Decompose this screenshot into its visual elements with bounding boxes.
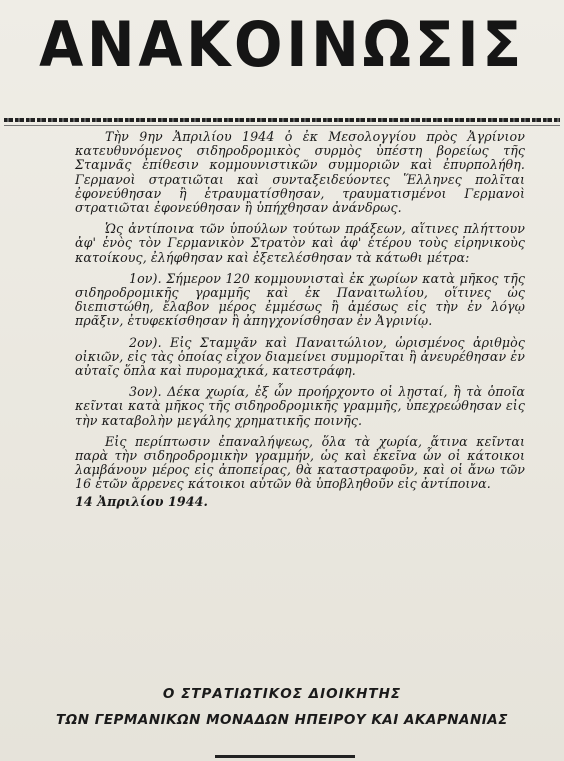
announcement-date: 14 Ἀπριλίου 1944. — [75, 493, 208, 509]
paragraph-intro: Τὴν 9ην Ἀπριλίου 1944 ὁ ἐκ Μεσολογγίου πρὸς Ἀγρίνιον κατευθυνόμενος σιδηροδρομικὸς συρμὸς ὑπέστη βορείως τῆς Σταμνᾶς ἐπίθεσιν κομμουνιστικῶν συμμοριῶν καὶ ἐπυρπολήθη. Γερμανοὶ στρατιῶται καὶ συνταξειδεύοντες Ἕλληνες πολῖται ἐφονεύθησαν ἢ ἐτραυματίσθησαν, τραυματισμένοι Γερμανοὶ στρατιῶται ἐφονεύθησαν ἢ ὑπήχθησαν ἀνάνδρως. — [75, 129, 525, 216]
title-rule-thin — [4, 125, 560, 126]
paragraph-reprisals: Ὡς ἀντίποινα τῶν ὑπούλων τούτων πράξεων, αἵτινες πλήττουν ἀφ' ἑνὸς τὸν Γερμανικὸν Στρατὸν καὶ ἀφ' ἑτέρου τοὺς εἰρηνικοὺς κατοίκους, ἐλήφθησαν καὶ ἐξετελέσθησαν τὰ κάτωθι μέτρα: — [75, 221, 525, 265]
signature-line-1: Ο ΣΤΡΑΤΙΩΤΙΚΟΣ ΔΙΟΙΚΗΤΗΣ — [162, 686, 402, 702]
title-rule — [4, 118, 560, 122]
footer-bar — [215, 755, 355, 758]
poster-title: ΑΝΑΚΟΙΝΩΣΙΣ — [39, 8, 525, 81]
signature-line-2: ΤΩΝ ΓΕΡΜΑΝΙΚΩΝ ΜΟΝΑΔΩΝ ΗΠΕΙΡΟΥ ΚΑΙ ΑΚΑΡΝΑΝΙΑΣ — [56, 712, 508, 728]
paragraph-warning: Εἰς περίπτωσιν ἐπαναλήψεως, ὅλα τὰ χωρία, ἅτινα κεῖνται παρὰ τὴν σιδηροδρομικὴν γραμμήν, ὡς καὶ ἐκεῖνα ὧν οἱ κάτοικοι λαμβάνουν μέρος εἰς ἀποπείρας, θὰ καταστραφοῦν, καὶ οἱ ἄνω τῶν 16 ἐτῶν ἄρρενες κάτοικοι αὐτῶν θὰ ὑποβληθοῦν εἰς ἀντίποινα. — [75, 433, 525, 492]
measure-1: 1ον). Σήμερον 120 κομμουνισταὶ ἐκ χωρίων κατὰ μῆκος τῆς σιδηροδρομικῆς γραμμῆς καὶ ἐκ Παναιτωλίου, οἵτινες ὡς διεπιστώθη, ἔλαβον μέρος ἐμμέσως ἢ ἀμέσως εἰς τὴν ἐν λόγῳ πρᾶξιν, ἐτυφεκίσθησαν ἢ ἀπηγχονίσθησαν ἐν Ἀγρινίῳ. — [75, 270, 525, 329]
announcement-body — [75, 130, 525, 516]
measure-2: 2ον). Εἰς Σταμνᾶν καὶ Παναιτώλιον, ὡρισμένος ἀριθμὸς οἰκιῶν, εἰς τὰς ὁποίας εἶχον διαμείνει συμμορῖται ἢ ἀνευρέθησαν ἐν αὐταῖς ὅπλα καὶ πυρομαχικά, κατεστράφη. — [75, 334, 525, 379]
measure-3: 3ον). Δέκα χωρία, ἐξ ὧν προήρχοντο οἱ λῃσταί, ἢ τὰ ὁποῖα κεῖνται κατὰ μῆκος τῆς σιδηροδρομικῆς γραμμῆς, ὑπεχρεώθησαν εἰς τὴν καταβολὴν μεγάλης χρηματικῆς ποινῆς. — [75, 384, 525, 428]
